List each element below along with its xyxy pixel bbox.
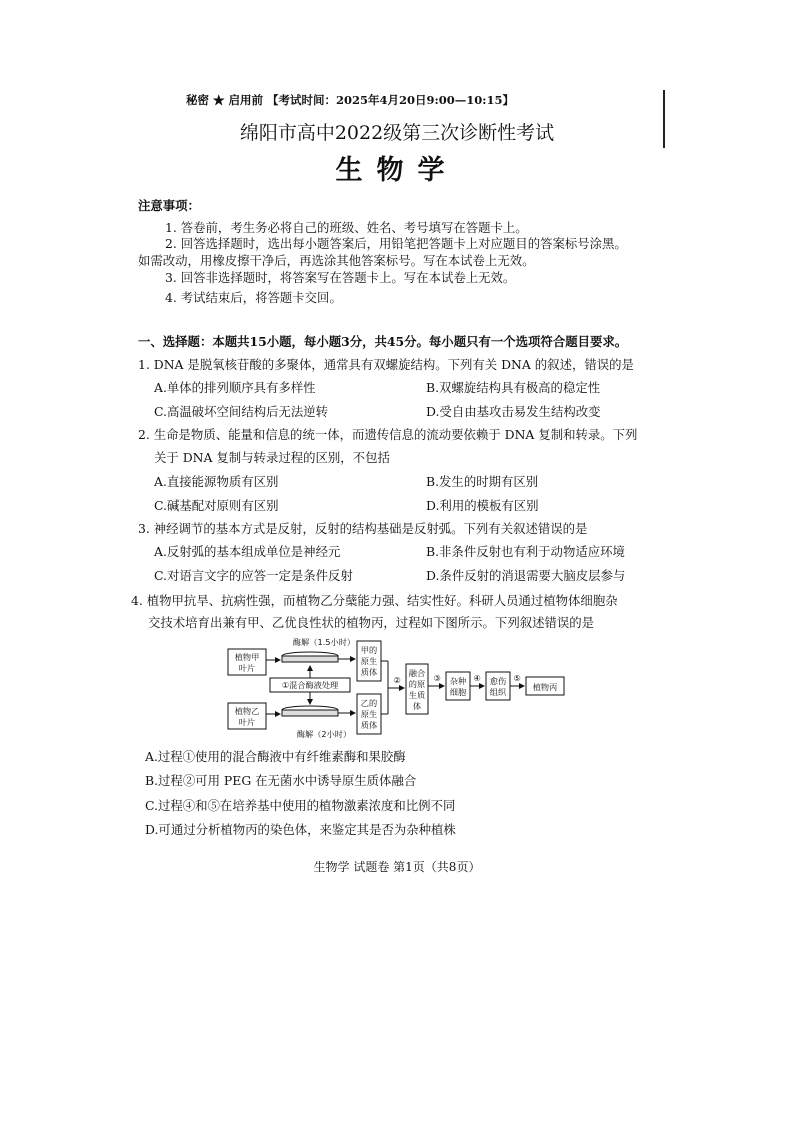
callus-label-1: 愈伤 (489, 676, 507, 686)
leaf-b-label-2: 叶片 (238, 717, 256, 727)
question-3-option-a: A.反射弧的基本组成单位是神经元 (154, 544, 341, 559)
question-4-option-d: D.可通过分析植物丙的染色体，来鉴定其是否为杂种植株 (145, 822, 456, 837)
question-2-option-a: A.直接能源物质有区别 (154, 474, 279, 489)
callus-label-2: 组织 (489, 687, 507, 697)
leaf-b-label-1: 植物乙 (234, 706, 260, 716)
question-2-stem: 2. 生命是物质、能量和信息的统一体，而遗传信息的流动要依赖于 DNA 复制和转录。下列 (138, 427, 638, 442)
notes-heading: 注意事项： (138, 198, 200, 213)
protoplast-a-label-2: 原生 (360, 656, 378, 666)
question-4-option-b: B.过程②可用 PEG 在无菌水中诱导原生质体融合 (145, 773, 417, 788)
question-2-option-d: D.利用的模板有区别 (426, 498, 539, 513)
question-4-stem: 4. 植物甲抗旱、抗病性强，而植物乙分蘖能力强、结实性好。科研人员通过植物体细胞杂 (131, 593, 618, 608)
section-heading: 一、选择题：本题共15小题，每小题3分，共45分。每小题只有一个选项符合题目要求。 (138, 334, 628, 349)
question-3-option-d: D.条件反射的消退需要大脑皮层参与 (426, 568, 626, 583)
note-item: 1. 答卷前，考生务必将自己的班级、姓名、考号填写在答题卡上。 (165, 220, 528, 235)
protoplast-b-label-2: 原生 (360, 709, 378, 719)
mix-enzyme-label: ①混合酶液处理 (281, 680, 339, 690)
protoplast-a-label-1: 甲的 (360, 645, 378, 655)
step-3-marker: ③ (433, 673, 441, 683)
page-footer: 生物学 试题卷 第1页（共8页） (313, 860, 481, 874)
leaf-a-label-1: 植物甲 (234, 652, 260, 662)
protoplast-a-label-3: 质体 (360, 667, 378, 677)
question-1-option-b: B.双螺旋结构具有极高的稳定性 (426, 380, 601, 395)
question-1-option-d: D.受自由基攻击易发生结构改变 (426, 404, 601, 419)
question-3-stem: 3. 神经调节的基本方式是反射，反射的结构基础是反射弧。下列有关叙述错误的是 (138, 521, 588, 536)
question-4-stem-cont: 交技术培育出兼有甲、乙优良性状的植物丙，过程如下图所示。下列叙述错误的是 (148, 615, 595, 630)
question-2-option-c: C.碱基配对原则有区别 (154, 498, 279, 513)
note-item: 4. 考试结束后，将答题卡交回。 (165, 290, 342, 305)
note-item: 2. 回答选择题时，选出每小题答案后，用铅笔把答题卡上对应题目的答案标号涂黑。 (165, 236, 627, 251)
subject-title: 生物学 (335, 155, 459, 186)
question-4-option-c: C.过程④和⑤在培养基中使用的植物激素浓度和比例不同 (145, 798, 456, 813)
hybrid-label-2: 细胞 (449, 687, 467, 697)
question-4-option-a: A.过程①使用的混合酶液中有纤维素酶和果胶酶 (145, 749, 406, 764)
question-2-stem-cont: 关于 DNA 复制与转录过程的区别，不包括 (154, 450, 390, 465)
fused-label-2: 的原 (408, 679, 426, 689)
fused-label-1: 融合 (408, 668, 426, 678)
exam-title: 绵阳市高中2022级第三次诊断性考试 (239, 122, 555, 144)
protoplast-fusion-diagram (226, 636, 566, 740)
step-5-marker: ⑤ (513, 673, 521, 683)
fused-label-3: 生质 (408, 690, 426, 700)
question-3-option-c: C.对语言文字的应答一定是条件反射 (154, 568, 353, 583)
question-1-option-a: A.单体的排列顺序具有多样性 (154, 380, 316, 395)
step-2-marker: ② (393, 675, 401, 685)
leaf-a-label-2: 叶片 (238, 663, 256, 673)
question-1-stem: 1. DNA 是脱氧核苷酸的多聚体，通常具有双螺旋结构。下列有关 DNA 的叙述，错误的是 (138, 357, 634, 372)
step-4-marker: ④ (473, 673, 481, 683)
note-item: 如需改动，用橡皮擦干净后，再选涂其他答案标号。写在本试卷上无效。 (138, 253, 535, 268)
enzyme-b-label: 酶解（2小时） (296, 729, 352, 739)
hybrid-label-1: 杂种 (449, 676, 467, 686)
question-2-option-b: B.发生的时期有区别 (426, 474, 539, 489)
question-3-option-b: B.非条件反射也有利于动物适应环境 (426, 544, 625, 559)
question-1-option-c: C.高温破坏空间结构后无法逆转 (154, 404, 329, 419)
confidential-line: 秘密 ★ 启用前 【考试时间：2025年4月20日9:00—10:15】 (186, 93, 515, 107)
note-item: 3. 回答非选择题时，将答案写在答题卡上。写在本试卷上无效。 (165, 270, 516, 285)
fused-label-4: 体 (412, 701, 422, 711)
plant-c-label: 植物丙 (532, 682, 558, 692)
enzyme-a-label: 酶解（1.5小时） (292, 637, 356, 647)
protoplast-b-label-1: 乙的 (360, 698, 378, 708)
petri-dish-a-body (282, 656, 338, 662)
petri-dish-b-body (282, 710, 338, 716)
protoplast-b-label-3: 质体 (360, 720, 378, 730)
